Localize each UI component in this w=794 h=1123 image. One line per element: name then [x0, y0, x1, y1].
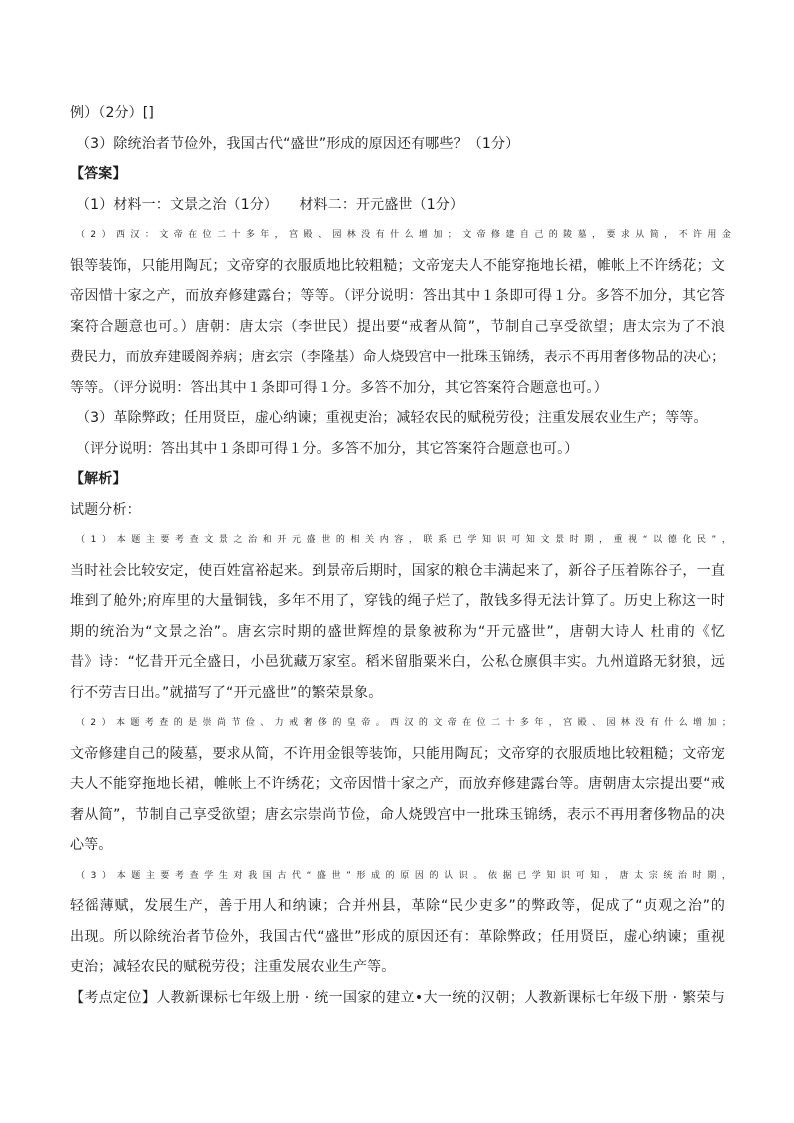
answer-2-line: （2）西汉：文帝在位二十多年，宫殿、园林没有什么增加；文帝修建自己的陵墓，要求从简，不许用金 — [76, 230, 731, 240]
analysis-3-line: （3）本题主要考查学生对我国古代“盛世”形成的原因的认识。依据已学知识可知，唐太宗统治时期， — [76, 870, 731, 881]
answer-heading: 【答案】 — [70, 166, 127, 182]
analysis-2-line: 奢从简”，节制自己享受欲望；唐玄宗崇尚节俭，命人烧毁宫中一批珠玉锦绣，表示不再用奢侈物品的决 — [70, 806, 725, 823]
analysis-1-line: 昔》诗：“忆昔开元全盛日，小邑犹藏万家室。稻米留脂粟米白，公私仓廪俱丰实。九州道路无豺狼，远 — [70, 654, 725, 670]
document-body — [70, 98, 731, 1013]
answer-2-line: 费民力，而放弃建暖阁养病；唐玄宗（李隆基）命人烧毁宫中一批珠玉锦绣，表示不再用奢侈物品的决心； — [70, 349, 725, 365]
analysis-1-line: 当时社会比较安定，使百姓富裕起来。到景帝后期时，国家的粮仓丰满起来了，新谷子压着陈谷子，一直 — [70, 562, 725, 579]
analysis-3-line: 吏治；减轻农民的赋税劳役；注重发展农业生产等。 — [70, 959, 396, 975]
analysis-3-line: 出现。所以除统治者节俭外，我国古代“盛世”形成的原因还有：革除弊政；任用贤臣，虚心纳谏；重视 — [70, 928, 725, 945]
analysis-heading: 【解析】 — [70, 471, 127, 487]
analysis-1-line: （1）本题主要考查文景之治和开元盛世的相关内容，联系已学知识可知文景时期，重视“以德化民”， — [76, 535, 731, 545]
answer-2-line: 帝因惜十家之产，而放弃修建露台；等等。（评分说明：答出其中１条即可得１分。多答不加分，其它答 — [70, 288, 725, 304]
answer-2-line: 银等装饰，只能用陶瓦；文帝穿的衣服质地比较粗糙；文帝宠夫人不能穿拖地长裙，帷帐上不许绣花；文 — [70, 257, 725, 274]
answer-3-note: （评分说明：答出其中１条即可得１分。多答不加分，其它答案符合题意也可。） — [76, 440, 579, 457]
analysis-1-line: 行不劳吉日出。”就描写了“开元盛世”的繁荣景象。 — [70, 684, 383, 701]
analysis-2-line: 心等。 — [70, 837, 113, 853]
analysis-2-line: （2）本题考查的是崇尚节俭、力戒奢侈的皇帝。西汉的文帝在位二十多年，宫殿、园林没有什么增加； — [76, 718, 731, 728]
analysis-3-line: 轻徭薄赋，发展生产，善于用人和纳谏；合并州县，革除“民少吏多”的弊政等，促成了“贞观之治”的 — [70, 898, 725, 914]
question-3: （3）除统治者节俭外，我国古代“盛世”形成的原因还有哪些？（1分） — [76, 135, 520, 152]
analysis-2-line: 夫人不能穿拖地长裙，帷帐上不许绣花；文帝因惜十家之产，而放弃修建露台等。唐朝唐太宗提出要“戒 — [70, 776, 725, 792]
text-line: 例）（2分）[] — [70, 105, 155, 121]
answer-2-line: 案符合题意也可。）唐朝：唐太宗（李世民）提出要“戒奢从简”，节制自己享受欲望；唐太宗为了不浪 — [70, 318, 725, 335]
analysis-1-line: 期的统治为“文景之治”。唐玄宗时期的盛世辉煌的景象被称为“开元盛世”，唐朝大诗人 杜甫的《忆 — [70, 623, 725, 640]
answer-3: （3）革除弊政；任用贤臣，虚心纳谏；重视吏治；减轻农民的赋税劳役；注重发展农业生产；等等。 — [76, 410, 708, 426]
analysis-intro: 试题分析： — [70, 501, 141, 518]
exam-point-line: 【考点定位】人教新课标七年级上册 · 统一国家的建立•大一统的汉朝；人教新课标七年级下册 · 繁荣与 — [70, 989, 725, 1006]
answer-2-line: 等等。（评分说明：答出其中１条即可得１分。多答不加分，其它答案符合题意也可。） — [70, 379, 608, 396]
analysis-1-line: 堆到了舱外;府库里的大量铜钱，多年不用了，穿钱的绳子烂了，散钱多得无法计算了。历史上称这一时 — [70, 593, 725, 609]
answer-1: （1）材料一：文景之治（1分） 材料二：开元盛世（1分） — [76, 196, 465, 213]
analysis-2-line: 文帝修建自己的陵墓，要求从简，不许用金银等装饰，只能用陶瓦；文帝穿的衣服质地比较粗糙；文帝宠 — [70, 745, 725, 762]
